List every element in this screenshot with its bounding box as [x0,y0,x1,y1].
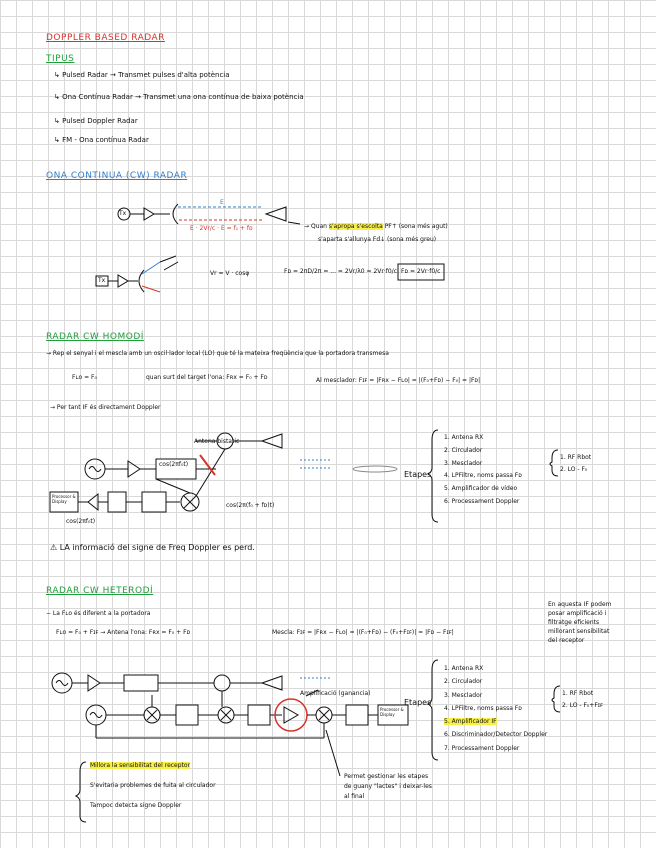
heterodi-mescla: Mescla: Fɪꜰ = |Fʀx − Fʟᴏ| = |(F₀+Fᴅ) − (F₀+Fɪꜰ)| = |Fᴅ − Fɪꜰ| [272,629,454,636]
homodi-flo: Fʟᴏ = F₀ [72,374,97,381]
advantage-item: Tampoc detecta signe Doppler [90,802,182,809]
arrow-note: Permet gestionar les etapes de guany "lactes" i deixar-les al final [344,773,432,800]
tipus-item: ↳ Pulsed Radar → Transmet pulses d'alta potència [54,71,230,79]
heterodi-flo: Fʟᴏ = F₀ + Fɪꜰ → Antena l'ona: Fʀx = F₀ + Fᴅ [56,629,191,636]
homodi-stages: 1. Antena RX 2. Circulador 3. Mesclador 4. LPFiltre, noms passa Fᴅ 5. Amplificador de vídeo 6. Processament Doppler [444,434,522,505]
tipus-heading: TIPUS [46,54,75,64]
cw-heading: ONA CONTINUA (CW) RADAR [46,171,188,181]
warning-note: ⚠ LA informació del signe de Freq Doppler es perd. [50,543,255,552]
processor-display: Processor & Display [52,494,76,504]
doppler-eq: E · 2Vr/c · E = f₁ + fᴅ [190,225,253,232]
etapes-label: Etapes [404,470,432,479]
homodi-heading: RADAR CW HOMODÍ [46,332,144,342]
page-title: DOPPLER BASED RADAR [46,33,165,43]
cos-label: cos(2π(f₀ + fᴅ)t) [226,502,275,509]
heterodi-line1: − La Fʟᴏ és diferent a la portadora [46,610,151,617]
heterodi-substages: 1. RF Rbot 2. LO - F₀+Fɪꜰ [562,690,603,709]
homodi-line1: → Rep el senyal i el mescla amb un oscil·lador local (LO) que té la mateixa freqüència que la portadora transmesa [46,350,389,357]
doppler-formula: Fᴅ = 2πD/2π = ... = 2Vr/λ0 = 2Vr·f0/c [284,268,397,275]
advantage-item: S'evitaria problemes de fuita al circulador [90,782,216,789]
cos-label: cos(2πf₀t) [159,461,189,468]
homodi-line2: → Per tant IF és directament Doppler [50,404,161,411]
amp-note: Amplificació (ganancia) [300,690,371,697]
tipus-item: ↳ Pulsed Doppler Radar [54,117,138,125]
tx-label: Tx [119,210,127,217]
recede-note: s'aparta s'allunya Fd↓ (sona més greu) [318,236,437,243]
tipus-item: ↳ FM - Ona contínua Radar [54,136,149,144]
tipus-item: ↳ Ona Contínua Radar → Transmet una ona contínua de baixa potència [54,93,304,101]
homodi-substages: 1. RF Rbot 2. LO - F₀ [560,454,592,473]
etapes-label: Etapes [404,698,432,707]
vr-formula: Vr = V · cosφ [210,270,250,277]
doppler-formula-box: Fᴅ = 2Vr·f0/c [401,268,441,275]
heterodi-stages: 1. Antena RX 2. Circulador 3. Mesclador 4. LPFiltre, noms passa Fᴅ 5. Amplificador IF 6. Discriminador/Detector Doppler 7. Processament Doppler [444,665,548,752]
homodi-mescla: Al mesclador: Fɪꜰ = |Fʀx − Fʟᴏ| = |(F₀+Fᴅ) − F₀| = |Fᴅ| [316,377,481,384]
advantage-hl: Millora la sensibilitat del receptor [90,762,191,769]
homodi-target: quan surt del target l'ona: Fʀx = F₀ + Fᴅ [146,374,268,381]
approach-note: → Quan s'apropa s'escolta PF↑ (sona més agut) [304,223,448,230]
e-label: E [220,199,224,206]
if-side-note: En aquesta IF podem posar amplificació i filtratge eficients millorant sensibilitat del receptor [548,601,612,644]
processor-display: Processor & Display [380,707,404,717]
cos-label: cos(2πf₀t) [66,518,96,525]
heterodi-heading: RADAR CW HETERODÍ [46,586,154,596]
tx-label: Tx [98,277,106,284]
antenna-label: Antena bistatic [194,438,240,445]
